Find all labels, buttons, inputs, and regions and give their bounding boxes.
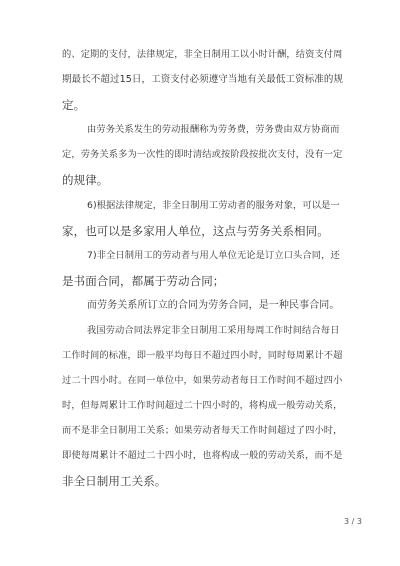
paragraph-1-line-1: 的、定期的支付，法律规定，非全日制用工以小时计酬，结资支付周 bbox=[62, 49, 343, 60]
paragraph-2-line-1: 由劳务关系发生的劳动报酬称为劳务费，劳务费由双方协商而 bbox=[87, 124, 340, 135]
paragraph-6-line-7: 非全日制用工关系。 bbox=[62, 474, 167, 488]
paragraph-6-line-6: 即使每周累计不超过二十四小时，也将构成一般的劳动关系，而不是 bbox=[62, 450, 343, 461]
paragraph-6-line-5: 而不是非全日制用工关系；如果劳动者每天工作时间超过了四小时， bbox=[62, 425, 343, 436]
paragraph-5-line-1: 而劳务关系所订立的合同为劳务合同，是一种民事合同。 bbox=[87, 300, 340, 311]
paragraph-4-line-2: 是书面合同，都属于劳动合同； bbox=[62, 274, 225, 288]
paragraph-6-line-2: 工作时间的标准，即一般平均每日不超过四小时，同时每周累计不超 bbox=[62, 350, 343, 361]
paragraph-1-line-3: 定。 bbox=[62, 98, 86, 112]
paragraph-3-line-2: 家，也可以是多家用人单位，这点与劳务关系相同。 bbox=[62, 224, 329, 238]
paragraph-6-line-1: 我国劳动合同法界定非全日制用工采用每周工作时间结合每日 bbox=[87, 325, 340, 336]
paragraph-2-line-2: 定，劳务关系多为一次性的即时清结或按阶段按批次支付，没有一定 bbox=[62, 149, 343, 160]
paragraph-4-line-1: 7)非全日制用工的劳动者与用人单位无论是订立口头合同，还 bbox=[87, 250, 340, 261]
paragraph-2-line-3: 的规律。 bbox=[62, 173, 109, 187]
paragraph-6-line-3: 过二十四小时。在同一单位中，如果劳动者每日工作时间不超过四小 bbox=[62, 375, 343, 386]
page-number: 3 / 3 bbox=[344, 517, 362, 526]
paragraph-6-line-4: 时，但每周累计工作时间超过二十四小时的，将构成一般劳动关系， bbox=[62, 400, 343, 411]
paragraph-3-line-1: 6)根据法律规定，非全日制用工劳动者的服务对象，可以是一 bbox=[87, 200, 340, 211]
paragraph-1-line-2: 期最长不超过15日，工资支付必须遵守当地有关最低工资标准的规 bbox=[62, 74, 344, 85]
